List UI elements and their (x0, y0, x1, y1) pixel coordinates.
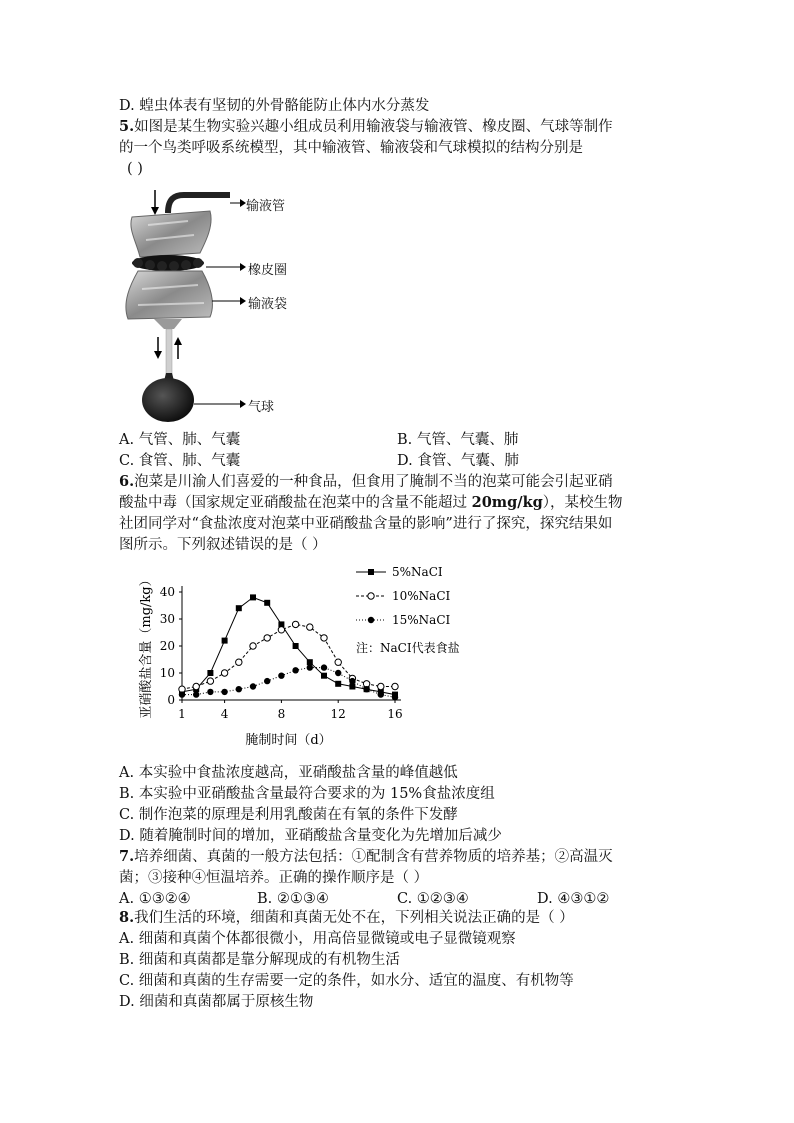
label-infusion-bag: 输液袋 (248, 297, 288, 312)
x-tick-label: 16 (387, 707, 403, 721)
data-point (236, 686, 242, 692)
legend-entry (356, 613, 451, 627)
data-point (335, 670, 341, 676)
x-tick-label: 4 (220, 707, 229, 721)
q7-stem-line2: 菌；③接种④恒温培养。正确的操作顺序是（ ） (119, 870, 429, 886)
q7-option-b: B. ②①③④ (257, 891, 329, 907)
data-point (221, 689, 227, 695)
data-point (236, 659, 242, 665)
data-point (278, 673, 284, 679)
data-point (293, 643, 299, 649)
q6-text-1: 泡菜是川渝人们喜爱的一种食品，但食用了腌制不当的泡菜可能会引起亚硝 (134, 474, 613, 490)
q8-number: 8. (119, 909, 135, 926)
data-point (378, 691, 384, 697)
label-balloon: 气球 (248, 400, 275, 415)
data-point (307, 659, 313, 665)
y-tick-label: 0 (167, 693, 175, 707)
data-point (335, 659, 341, 665)
data-point (392, 683, 398, 689)
chart-legend (356, 565, 460, 655)
data-point (292, 621, 298, 627)
data-point (207, 670, 213, 676)
data-point (278, 627, 284, 633)
q8-option-a: A. 细菌和真菌个体都很微小，用高倍显微镜或电子显微镜观察 (119, 931, 516, 947)
data-point (250, 683, 256, 689)
data-point (335, 681, 341, 687)
q6-option-a: A. 本实验中食盐浓度越高，亚硝酸盐含量的峰值越低 (119, 765, 458, 781)
data-point (349, 684, 355, 690)
q6-stem-line2 (119, 493, 623, 513)
data-point (264, 635, 270, 641)
data-point (368, 617, 374, 623)
data-point (207, 689, 213, 695)
y-tick-label: 10 (159, 666, 175, 680)
chart-axes (138, 573, 403, 748)
q7-option-c: C. ①②③④ (397, 891, 469, 907)
nitrite-chart-svg (130, 560, 510, 760)
data-point (349, 678, 355, 684)
q6-number: 6. (119, 473, 135, 490)
q6-option-d: D. 随着腌制时间的增加，亚硝酸盐含量变化为先增加后减少 (119, 828, 502, 844)
legend-entry (356, 589, 451, 603)
q8-option-d: D. 细菌和真菌都属于原核生物 (119, 994, 314, 1010)
q6-stem-line1 (119, 472, 613, 492)
y-tick-label: 20 (159, 639, 175, 653)
q7-stem-line1 (119, 847, 613, 867)
q5-number: 5. (119, 118, 135, 135)
q6-limit-value: 20mg/kg (471, 494, 543, 511)
x-axis-title: 腌制时间（d） (245, 733, 332, 748)
data-point (392, 694, 398, 700)
q7-option-d: D. ④③①② (537, 891, 610, 907)
q6-text-2c: ），某校生物 (542, 495, 623, 511)
q5-answer-paren: ( ) (127, 161, 143, 177)
series-line (182, 624, 395, 689)
data-point (264, 678, 270, 684)
rubber-band (132, 255, 204, 271)
data-point (321, 673, 327, 679)
chart-note: 注：NaCI代表食盐 (356, 641, 460, 655)
data-point (221, 670, 227, 676)
bird-respiration-model-figure (118, 185, 318, 425)
series-2 (179, 621, 398, 692)
q6-stem-line3: 社团同学对“食盐浓度对泡菜中亚硝酸盐含量的影响”进行了探究，探究结果如 (119, 516, 613, 532)
q7-option-a: A. ①③②④ (119, 891, 191, 907)
data-point (368, 593, 374, 599)
q6-text-2a: 酸盐中毒（国家规定亚硝酸盐在泡菜中的含量不能超过 (119, 495, 472, 511)
legend-entry (356, 565, 443, 579)
data-point (250, 594, 256, 600)
q8-text-1: 我们生活的环境，细菌和真菌无处不在，下列相关说法正确的是（ ） (134, 910, 574, 926)
q7-text-1: 培养细菌、真菌的一般方法包括：①配制含有营养物质的培养基；②高温灭 (134, 849, 613, 865)
label-rubber-band: 橡皮圈 (248, 263, 288, 278)
data-point (292, 667, 298, 673)
data-point (378, 683, 384, 689)
data-point (179, 691, 185, 697)
q8-option-b: B. 细菌和真菌都是靠分解现成的有机物生活 (119, 952, 400, 968)
model-illustration (118, 185, 318, 425)
x-tick-label: 8 (277, 707, 286, 721)
legend-label: 10%NaCI (392, 589, 451, 603)
x-tick-label: 1 (178, 707, 186, 721)
data-point (250, 643, 256, 649)
data-point (236, 605, 242, 611)
y-tick-label: 30 (159, 612, 175, 626)
q5-stem-line1 (119, 117, 613, 137)
q5-option-b: B. 气管、气囊、肺 (397, 432, 519, 448)
legend-label: 15%NaCI (392, 613, 451, 627)
data-point (264, 600, 270, 606)
data-point (207, 678, 213, 684)
q5-text-1: 如图是某生物实验兴趣小组成员利用输液袋与输液管、橡皮圈、气球等制作 (134, 119, 613, 135)
q7-number: 7. (119, 848, 135, 865)
data-point (193, 683, 199, 689)
y-axis-title: 亚硝酸盐含量（mg/kg） (139, 573, 154, 719)
q6-option-b: B. 本实验中亚硝酸盐含量最符合要求的为 15%食盐浓度组 (119, 786, 495, 802)
label-infusion-tube: 输液管 (246, 199, 286, 214)
balloon (142, 378, 194, 422)
q5-stem-line2: 的一个鸟类呼吸系统模型，其中输液管、输液袋和气球模拟的结构分别是 (119, 140, 583, 156)
data-point (307, 664, 313, 670)
data-point (321, 664, 327, 670)
data-point (307, 624, 313, 630)
y-tick-label: 40 (159, 585, 175, 599)
q5-option-a: A. 气管、肺、气囊 (119, 432, 241, 448)
q8-stem-line1 (119, 908, 574, 928)
data-point (193, 691, 199, 697)
legend-label: 5%NaCI (392, 565, 443, 579)
q5-option-d: D. 食管、气囊、肺 (397, 453, 519, 469)
data-point (363, 686, 369, 692)
q8-option-c: C. 细菌和真菌的生存需要一定的条件，如水分、适宜的温度、有机物等 (119, 973, 574, 989)
q5-option-c: C. 食管、肺、气囊 (119, 453, 241, 469)
nitrite-chart (130, 560, 510, 760)
q4-option-d: D. 蝗虫体表有坚韧的外骨骼能防止体内水分蒸发 (119, 98, 430, 114)
q6-stem-line4: 图所示。下列叙述错误的是（ ） (119, 537, 327, 553)
data-point (222, 638, 228, 644)
data-point (321, 635, 327, 641)
q6-option-c: C. 制作泡菜的原理是利用乳酸菌在有氧的条件下发酵 (119, 807, 458, 823)
x-tick-label: 12 (330, 707, 346, 721)
data-point (368, 569, 374, 575)
